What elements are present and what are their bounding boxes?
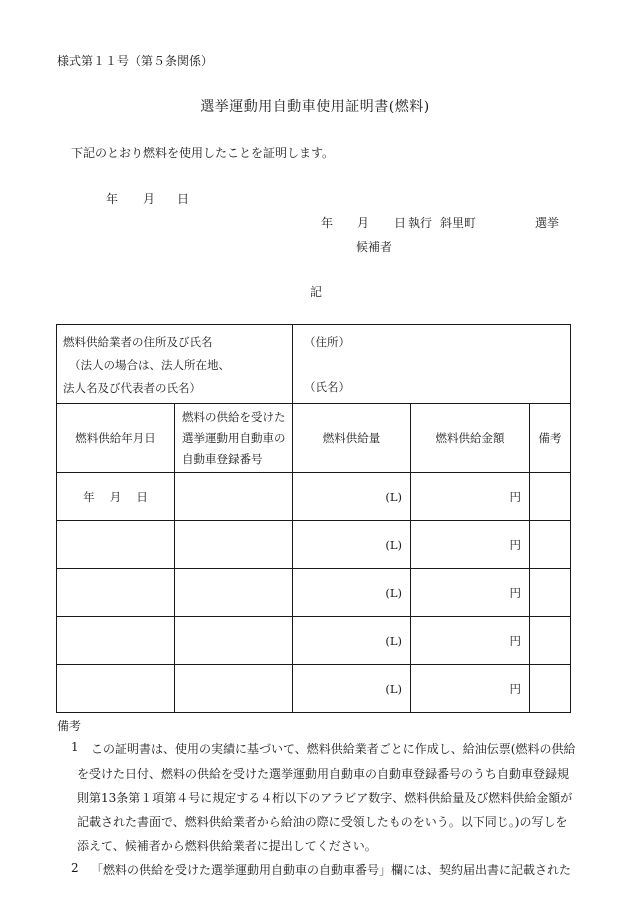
row-vehicle[interactable] xyxy=(175,473,293,521)
supplier-label-line2: （法人の場合は、法人所在地、 xyxy=(69,358,230,372)
fuel-usage-table xyxy=(56,324,571,713)
election-year-label: 年 xyxy=(321,216,334,230)
header-supply-quantity: 燃料供給量 xyxy=(293,404,411,473)
date-year-label: 年 xyxy=(106,192,119,206)
header-supply-amount: 燃料供給金額 xyxy=(411,404,530,473)
row-quantity[interactable]: (L) xyxy=(293,521,411,569)
supplier-label-cell xyxy=(57,325,293,404)
note-2-line: 「燃料の供給を受けた選挙運動用自動車の自動車番号」欄には、契約届出書に記載された xyxy=(91,863,572,877)
header-vehicle-line2: 選挙運動用自動車の xyxy=(182,430,286,445)
row-amount[interactable]: 円 xyxy=(411,473,530,521)
note-1-line: 則第13条第１項第４号に規定する４桁以下のアラビア数字、燃料供給量及び燃料供給金額が xyxy=(77,791,573,805)
row-remarks[interactable] xyxy=(530,473,571,521)
header-remarks: 備考 xyxy=(530,404,571,473)
row-date[interactable] xyxy=(57,617,175,665)
row-remarks[interactable] xyxy=(530,569,571,617)
row-amount[interactable]: 円 xyxy=(411,665,530,713)
note-2-number: 2 xyxy=(71,861,79,875)
row-quantity[interactable]: (L) xyxy=(293,617,411,665)
row-vehicle[interactable] xyxy=(175,665,293,713)
election-day-label: 日 xyxy=(394,216,407,230)
date-day-label: 日 xyxy=(177,192,190,206)
date-month-label: 月 xyxy=(143,192,156,206)
election-town: 斜里町 xyxy=(440,216,477,230)
election-exec-label: 執行 xyxy=(408,216,433,230)
row-remarks[interactable] xyxy=(530,617,571,665)
row-date[interactable]: 年 月 日 xyxy=(57,473,175,521)
table-row xyxy=(57,521,571,569)
row-vehicle[interactable] xyxy=(175,521,293,569)
row-quantity[interactable]: (L) xyxy=(293,665,411,713)
row-date[interactable] xyxy=(57,665,175,713)
row-amount[interactable]: 円 xyxy=(411,569,530,617)
row-vehicle[interactable] xyxy=(175,569,293,617)
note-1-line: この証明書は、使用の実績に基づいて、燃料供給業者ごとに作成し、給油伝票(燃料の供給 xyxy=(91,742,576,756)
supplier-address-label: （住所） xyxy=(304,335,350,349)
header-supply-date: 燃料供給年月日 xyxy=(57,404,175,473)
supplier-input-cell[interactable] xyxy=(293,325,571,404)
row-quantity[interactable]: (L) xyxy=(293,569,411,617)
row-vehicle[interactable] xyxy=(175,617,293,665)
note-1-line: 添えて、候補者から燃料供給業者に提出してください。 xyxy=(77,839,377,853)
ki-heading: 記 xyxy=(310,285,323,299)
header-vehicle-line1: 燃料の供給を受けた xyxy=(182,409,286,424)
election-month-label: 月 xyxy=(357,216,370,230)
note-1-line: 記載された書面で、燃料供給業者から給油の際に受領したものをいう。以下同じ。)の写しを xyxy=(77,815,568,829)
table-row xyxy=(57,665,571,713)
row-amount[interactable]: 円 xyxy=(411,521,530,569)
row-amount[interactable]: 円 xyxy=(411,617,530,665)
table-row xyxy=(57,473,571,521)
row-remarks[interactable] xyxy=(530,521,571,569)
header-vehicle-registration xyxy=(175,404,293,473)
election-label: 選挙 xyxy=(535,216,560,230)
header-vehicle-line3: 自動車登録番号 xyxy=(182,451,263,466)
candidate-label: 候補者 xyxy=(356,240,393,254)
form-number: 様式第１１号（第５条関係） xyxy=(57,54,214,68)
certification-statement: 下記のとおり燃料を使用したことを証明します。 xyxy=(71,146,335,160)
table-row xyxy=(57,569,571,617)
supplier-label-line3: 法人名及び代表者の氏名） xyxy=(63,381,201,395)
document-title: 選挙運動用自動車使用証明書(燃料) xyxy=(200,99,430,115)
row-quantity[interactable]: (L) xyxy=(293,473,411,521)
note-1-number: 1 xyxy=(71,740,79,754)
supplier-label-line1: 燃料供給業者の住所及び氏名 xyxy=(63,335,213,349)
table-row xyxy=(57,617,571,665)
row-remarks[interactable] xyxy=(530,665,571,713)
row-date[interactable] xyxy=(57,521,175,569)
row-date[interactable] xyxy=(57,569,175,617)
notes-title: 備考 xyxy=(57,719,82,733)
supplier-name-label: （氏名） xyxy=(304,380,350,394)
note-1-line: を受けた日付、燃料の供給を受けた選挙運動用自動車の自動車登録番号のうち自動車登録規 xyxy=(77,767,570,781)
